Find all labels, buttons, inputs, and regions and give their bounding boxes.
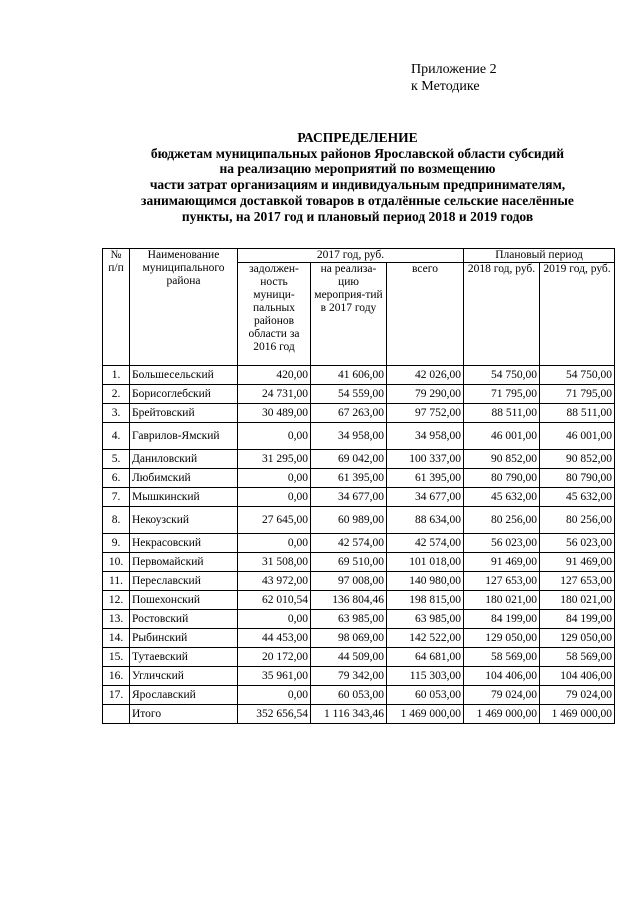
header-planned-period: Плановый период [464, 249, 615, 263]
cell-total: 198 815,00 [387, 591, 464, 610]
cell-2019: 91 469,00 [540, 553, 615, 572]
cell-debt: 0,00 [238, 610, 311, 629]
table-row [103, 629, 615, 648]
cell-2018: 58 569,00 [464, 648, 540, 667]
cell-total: 34 677,00 [387, 488, 464, 507]
cell-2018: 71 795,00 [464, 385, 540, 404]
cell-district: Ростовский [130, 610, 238, 629]
title-line-4: части затрат организациям и индивидуальным предпринимателям, [149, 177, 566, 193]
title-line-3: на реализацию мероприятий по возмещению [219, 161, 496, 177]
cell-total: 142 522,00 [387, 629, 464, 648]
cell-district: Угличский [130, 667, 238, 686]
cell-debt: 35 961,00 [238, 667, 311, 686]
cell-num: 2. [103, 385, 130, 404]
cell-total: 42 026,00 [387, 366, 464, 385]
title-line-6: пункты, на 2017 год и плановый период 2018 и 2019 годов [181, 208, 534, 224]
cell-debt: 0,00 [238, 488, 311, 507]
cell-num: 15. [103, 648, 130, 667]
table-body [103, 366, 615, 724]
table-row [103, 686, 615, 705]
cell-num: 13. [103, 610, 130, 629]
cell-total: 42 574,00 [387, 534, 464, 553]
cell-district: Первомайский [130, 553, 238, 572]
cell-debt: 420,00 [238, 366, 311, 385]
cell-2018: 104 406,00 [464, 667, 540, 686]
cell-2018: 90 852,00 [464, 450, 540, 469]
cell-2018: 129 050,00 [464, 629, 540, 648]
cell-total: 61 395,00 [387, 469, 464, 488]
cell-num: 4. [103, 423, 130, 450]
total-cell-2018: 1 469 000,00 [464, 705, 540, 724]
cell-2018: 80 790,00 [464, 469, 540, 488]
cell-num: 5. [103, 450, 130, 469]
header-2018: 2018 год, руб. [464, 263, 540, 366]
cell-implementation: 97 008,00 [311, 572, 387, 591]
title-line-1: РАСПРЕДЕЛЕНИЕ [297, 130, 418, 145]
cell-2019: 79 024,00 [540, 686, 615, 705]
cell-total: 101 018,00 [387, 553, 464, 572]
cell-2019: 80 256,00 [540, 507, 615, 534]
title-line-5: занимающимся доставкой товаров в отдалённые сельские населённые [141, 192, 574, 208]
cell-2019: 80 790,00 [540, 469, 615, 488]
cell-implementation: 67 263,00 [311, 404, 387, 423]
cell-implementation: 79 342,00 [311, 667, 387, 686]
cell-district: Рыбинский [130, 629, 238, 648]
cell-district: Пошехонский [130, 591, 238, 610]
cell-debt: 43 972,00 [238, 572, 311, 591]
cell-debt: 0,00 [238, 686, 311, 705]
cell-2018: 79 024,00 [464, 686, 540, 705]
totals-row [103, 705, 615, 724]
cell-2018: 180 021,00 [464, 591, 540, 610]
cell-num: 3. [103, 404, 130, 423]
cell-district: Большесельский [130, 366, 238, 385]
cell-2018: 91 469,00 [464, 553, 540, 572]
table-row [103, 488, 615, 507]
cell-2018: 54 750,00 [464, 366, 540, 385]
distribution-table [102, 248, 615, 724]
cell-implementation: 98 069,00 [311, 629, 387, 648]
cell-2018: 127 653,00 [464, 572, 540, 591]
table-row [103, 507, 615, 534]
cell-debt: 30 489,00 [238, 404, 311, 423]
cell-district: Некрасовский [130, 534, 238, 553]
header-total: всего [387, 263, 464, 366]
cell-num: 16. [103, 667, 130, 686]
cell-2018: 56 023,00 [464, 534, 540, 553]
cell-district: Любимский [130, 469, 238, 488]
cell-implementation: 60 053,00 [311, 686, 387, 705]
table-row [103, 366, 615, 385]
cell-district: Борисоглебский [130, 385, 238, 404]
cell-implementation: 69 510,00 [311, 553, 387, 572]
cell-debt: 44 453,00 [238, 629, 311, 648]
cell-2018: 88 511,00 [464, 404, 540, 423]
cell-implementation: 63 985,00 [311, 610, 387, 629]
cell-debt: 0,00 [238, 469, 311, 488]
cell-2018: 46 001,00 [464, 423, 540, 450]
cell-num: 11. [103, 572, 130, 591]
cell-2018: 84 199,00 [464, 610, 540, 629]
cell-implementation: 34 958,00 [311, 423, 387, 450]
table-row [103, 404, 615, 423]
cell-debt: 24 731,00 [238, 385, 311, 404]
total-cell-implementation: 1 116 343,46 [311, 705, 387, 724]
table-row [103, 534, 615, 553]
cell-district: Брейтовский [130, 404, 238, 423]
header-implementation: на реализа-цию мероприя-тий в 2017 году [311, 263, 387, 366]
table-row [103, 667, 615, 686]
table-row [103, 610, 615, 629]
cell-district: Некоузский [130, 507, 238, 534]
cell-total: 115 303,00 [387, 667, 464, 686]
cell-total: 34 958,00 [387, 423, 464, 450]
appendix-line-2: к Методике [411, 79, 480, 94]
cell-implementation: 60 989,00 [311, 507, 387, 534]
cell-total: 60 053,00 [387, 686, 464, 705]
table-row [103, 450, 615, 469]
cell-num: 12. [103, 591, 130, 610]
total-cell-debt: 352 656,54 [238, 705, 311, 724]
cell-2019: 90 852,00 [540, 450, 615, 469]
appendix-line-1: Приложение 2 [411, 62, 497, 77]
table-row [103, 591, 615, 610]
total-cell-district: Итого [130, 705, 238, 724]
header-2017: 2017 год, руб. [238, 249, 464, 263]
cell-2018: 80 256,00 [464, 507, 540, 534]
total-cell-num [103, 705, 130, 724]
cell-2019: 56 023,00 [540, 534, 615, 553]
table-row [103, 423, 615, 450]
table-row [103, 572, 615, 591]
cell-debt: 31 508,00 [238, 553, 311, 572]
cell-total: 140 980,00 [387, 572, 464, 591]
cell-num: 8. [103, 507, 130, 534]
cell-implementation: 44 509,00 [311, 648, 387, 667]
cell-debt: 0,00 [238, 534, 311, 553]
document-title [100, 130, 615, 224]
cell-total: 88 634,00 [387, 507, 464, 534]
cell-implementation: 69 042,00 [311, 450, 387, 469]
total-cell-total: 1 469 000,00 [387, 705, 464, 724]
cell-num: 1. [103, 366, 130, 385]
cell-num: 7. [103, 488, 130, 507]
cell-2019: 84 199,00 [540, 610, 615, 629]
cell-debt: 62 010,54 [238, 591, 311, 610]
cell-total: 63 985,00 [387, 610, 464, 629]
header-num: № п/п [103, 249, 130, 366]
appendix-note [411, 61, 497, 95]
cell-implementation: 41 606,00 [311, 366, 387, 385]
cell-implementation: 34 677,00 [311, 488, 387, 507]
title-line-2: бюджетам муниципальных районов Ярославской области субсидий [150, 145, 565, 161]
cell-2018: 45 632,00 [464, 488, 540, 507]
table-row [103, 648, 615, 667]
cell-num: 10. [103, 553, 130, 572]
cell-district: Гаврилов-Ямский [130, 423, 238, 450]
cell-total: 100 337,00 [387, 450, 464, 469]
cell-total: 97 752,00 [387, 404, 464, 423]
cell-total: 79 290,00 [387, 385, 464, 404]
cell-2019: 45 632,00 [540, 488, 615, 507]
cell-debt: 20 172,00 [238, 648, 311, 667]
cell-implementation: 42 574,00 [311, 534, 387, 553]
header-2019: 2019 год, руб. [540, 263, 615, 366]
total-cell-2019: 1 469 000,00 [540, 705, 615, 724]
table-row [103, 385, 615, 404]
cell-debt: 0,00 [238, 423, 311, 450]
cell-num: 14. [103, 629, 130, 648]
cell-2019: 54 750,00 [540, 366, 615, 385]
cell-district: Тутаевский [130, 648, 238, 667]
cell-2019: 58 569,00 [540, 648, 615, 667]
cell-2019: 88 511,00 [540, 404, 615, 423]
cell-debt: 27 645,00 [238, 507, 311, 534]
cell-total: 64 681,00 [387, 648, 464, 667]
cell-implementation: 54 559,00 [311, 385, 387, 404]
header-debt: задолжен-ность муници-пальных районов области за 2016 год [238, 263, 311, 366]
table-row [103, 469, 615, 488]
cell-district: Переславский [130, 572, 238, 591]
cell-2019: 127 653,00 [540, 572, 615, 591]
cell-district: Мышкинский [130, 488, 238, 507]
cell-district: Даниловский [130, 450, 238, 469]
cell-implementation: 61 395,00 [311, 469, 387, 488]
cell-district: Ярославский [130, 686, 238, 705]
header-name: Наименование муниципального района [130, 249, 238, 366]
cell-num: 6. [103, 469, 130, 488]
cell-2019: 46 001,00 [540, 423, 615, 450]
cell-num: 17. [103, 686, 130, 705]
cell-2019: 180 021,00 [540, 591, 615, 610]
cell-num: 9. [103, 534, 130, 553]
cell-implementation: 136 804,46 [311, 591, 387, 610]
cell-2019: 104 406,00 [540, 667, 615, 686]
cell-2019: 129 050,00 [540, 629, 615, 648]
table-row [103, 553, 615, 572]
cell-debt: 31 295,00 [238, 450, 311, 469]
cell-2019: 71 795,00 [540, 385, 615, 404]
